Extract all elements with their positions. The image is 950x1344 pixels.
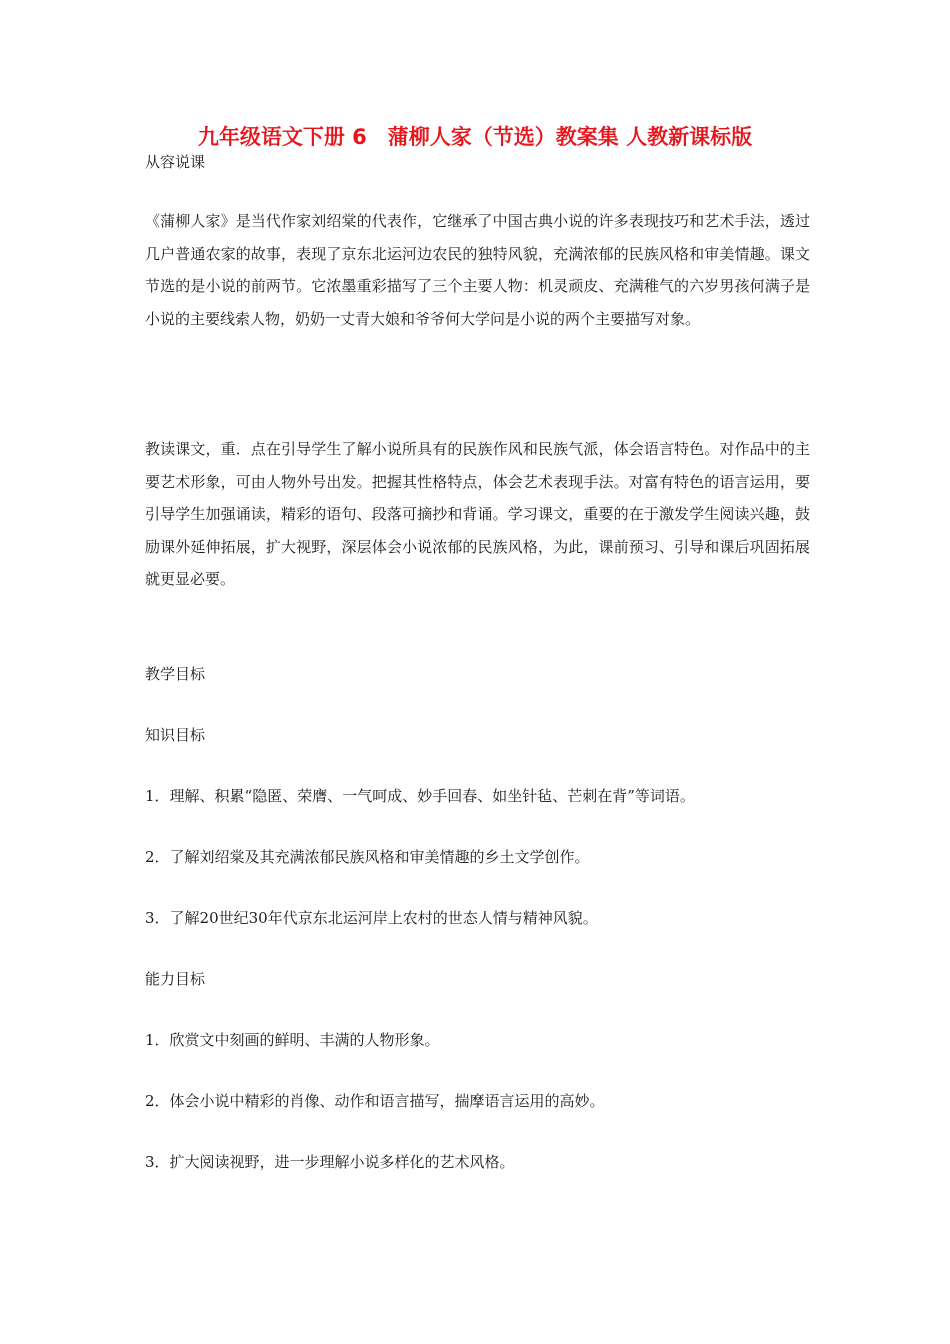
subheading-ability: 能力目标	[145, 970, 206, 988]
knowledge-item: 1．理解、积累“隐匿、荣膺、一气呵成、妙手回春、如坐针毡、芒刺在背”等词语。	[145, 787, 695, 805]
ability-item: 1．欣赏文中刻画的鲜明、丰满的人物形象。	[145, 1031, 440, 1049]
knowledge-item: 3．了解20世纪30年代京东北运河岸上农村的世态人情与精神风貌。	[145, 909, 598, 927]
section-heading-intro: 从容说课	[145, 153, 206, 171]
document-title: 九年级语文下册 6 蒲柳人家（节选）教案集 人教新课标版	[197, 125, 753, 149]
ability-item: 2．体会小说中精彩的肖像、动作和语言描写，揣摩语言运用的高妙。	[145, 1092, 605, 1110]
section-heading-goals: 教学目标	[145, 665, 206, 683]
knowledge-item: 2．了解刘绍棠及其充满浓郁民族风格和审美情趣的乡土文学创作。	[145, 848, 590, 866]
teaching-paragraph: 教读课文，重．点在引导学生了解小说所具有的民族作风和民族气派，体会语言特色。对作品中的主要艺术形象，可由人物外号出发。把握其性格特点，体会艺术表现手法。对富有特色的语言运用，要引导学生加强诵读，精彩的语句、段落可摘抄和背诵。学习课文，重要的在于激发学生阅读兴趣，鼓励课外延伸拓展，扩大视野，深层体会小说浓郁的民族风格，为此，课前预习、引导和课后巩固拓展就更显必要。	[145, 440, 810, 589]
intro-paragraph: 《蒲柳人家》是当代作家刘绍棠的代表作，它继承了中国古典小说的许多表现技巧和艺术手法，透过几户普通农家的故事，表现了京东北运河边农民的独特风貌，充满浓郁的民族风格和审美情趣。课文节选的是小说的前两节。它浓墨重彩描写了三个主要人物：机灵顽皮、充满稚气的六岁男孩何满子是小说的主要线索人物，奶奶一丈青大娘和爷爷何大学问是小说的两个主要描写对象。	[145, 212, 810, 328]
subheading-knowledge: 知识目标	[145, 726, 206, 744]
ability-item: 3．扩大阅读视野，进一步理解小说多样化的艺术风格。	[145, 1153, 515, 1171]
